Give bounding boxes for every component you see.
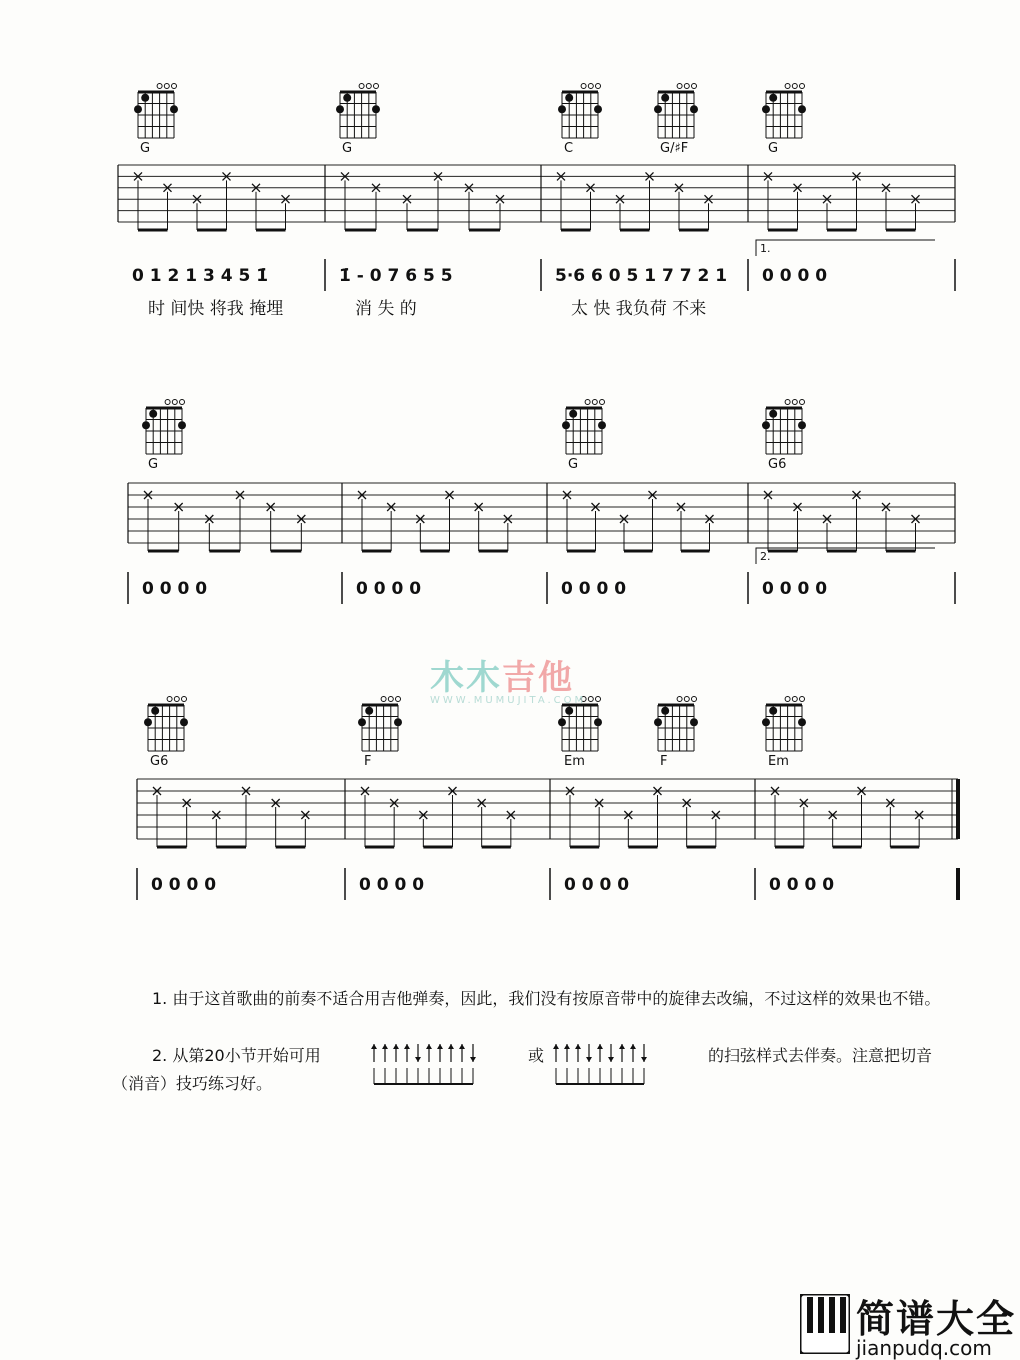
chord-diagram: [654, 84, 698, 157]
logo-url: jianpudq.com: [856, 1336, 992, 1360]
finger-dot: [142, 421, 150, 429]
jianpu-measure: 1̇ - 0 7 6 5 5: [339, 266, 453, 286]
open-string-marker: [677, 697, 682, 702]
finger-dot: [144, 718, 152, 726]
chord-name: G: [768, 141, 779, 156]
chord-diagram: [336, 84, 380, 157]
finger-dot: [690, 718, 698, 726]
finger-dot: [769, 410, 777, 418]
chord-name: G: [342, 141, 353, 156]
note-2-tail-text: 的扫弦样式去伴奏。注意把切音（消音）技巧练习好。: [112, 1046, 933, 1093]
open-string-marker: [581, 84, 586, 89]
jianpu-measure: 0 0 0 0: [561, 579, 627, 599]
open-string-marker: [165, 400, 170, 405]
open-string-marker: [792, 400, 797, 405]
finger-dot: [594, 718, 602, 726]
open-string-marker: [381, 697, 386, 702]
finger-dot: [594, 105, 602, 113]
finger-dot: [170, 105, 178, 113]
finger-dot: [134, 105, 142, 113]
chord-diagram: [762, 697, 806, 770]
finger-dot: [394, 718, 402, 726]
open-string-marker: [182, 697, 187, 702]
open-string-marker: [167, 697, 172, 702]
open-string-marker: [596, 84, 601, 89]
finger-dot: [365, 707, 373, 715]
note-2-or-text: 或: [528, 1046, 545, 1065]
jianpu-measure: 0 0 0 0: [564, 875, 630, 895]
chord-diagram: [762, 400, 806, 473]
open-string-marker: [684, 84, 689, 89]
chord-diagram: [562, 400, 606, 473]
finger-dot: [178, 421, 186, 429]
open-string-marker: [174, 697, 179, 702]
open-string-marker: [366, 84, 371, 89]
finger-dot: [336, 105, 344, 113]
finger-dot: [661, 707, 669, 715]
open-string-marker: [588, 697, 593, 702]
finger-dot: [343, 94, 351, 102]
chord-name: Em: [768, 754, 789, 769]
open-string-marker: [692, 84, 697, 89]
volta-label: 2.: [760, 550, 771, 563]
chord-diagram: [358, 697, 402, 770]
open-string-marker: [374, 84, 379, 89]
finger-dot: [654, 718, 662, 726]
open-string-marker: [396, 697, 401, 702]
open-string-marker: [600, 400, 605, 405]
lyric-measure: 时 间快 将我 掩埋: [148, 299, 284, 319]
open-string-marker: [692, 697, 697, 702]
open-string-marker: [800, 400, 805, 405]
chord-diagram: [144, 697, 188, 770]
finger-dot: [565, 94, 573, 102]
jianpu-measure: 0 0 0 0: [762, 579, 828, 599]
watermark-url: WWW.MUMUJITA.COM: [430, 695, 587, 706]
note-1-text: 1. 由于这首歌曲的前奏不适合用吉他弹奏，因此，我们没有按原音带中的旋律去改编，不过这样的效果也不错。: [152, 989, 941, 1008]
finger-dot: [149, 410, 157, 418]
note-1: [112, 985, 952, 1013]
chord-name: G/♯F: [660, 141, 689, 156]
finger-dot: [798, 718, 806, 726]
note-2-lead: 2. 从第20小节开始可用: [152, 1046, 321, 1065]
chord-name: G: [148, 457, 159, 472]
open-string-marker: [792, 697, 797, 702]
finger-dot: [762, 718, 770, 726]
open-string-marker: [172, 400, 177, 405]
chord-diagram: [654, 697, 698, 770]
open-string-marker: [596, 697, 601, 702]
logo-title: 简谱大全: [856, 1297, 1017, 1341]
jianpu-measure: 0 0 0 0: [142, 579, 208, 599]
jianpu-measure: 0 0 0 0: [151, 875, 217, 895]
open-string-marker: [592, 400, 597, 405]
finger-dot: [565, 707, 573, 715]
open-string-marker: [684, 697, 689, 702]
finger-dot: [372, 105, 380, 113]
note-2-tail: [112, 1042, 957, 1098]
finger-dot: [769, 707, 777, 715]
chord-name: F: [364, 754, 372, 769]
chord-name: G: [140, 141, 151, 156]
jianpu-measure: 0 0 0 0: [769, 875, 835, 895]
piano-icon: [800, 1294, 850, 1354]
finger-dot: [569, 410, 577, 418]
score-system: [137, 779, 958, 900]
open-string-marker: [792, 84, 797, 89]
open-string-marker: [785, 697, 790, 702]
finger-dot: [798, 421, 806, 429]
finger-dot: [562, 421, 570, 429]
finger-dot: [180, 718, 188, 726]
chord-diagram: [142, 400, 186, 473]
jianpu-measure: 0 0 0 0: [762, 266, 828, 286]
watermark-title-b: 吉他: [502, 658, 574, 698]
chord-name: F: [660, 754, 668, 769]
finger-dot: [661, 94, 669, 102]
finger-dot: [358, 718, 366, 726]
lyric-measure: 太 快 我负荷 不来: [571, 299, 707, 319]
finger-dot: [141, 94, 149, 102]
chord-name: G: [568, 457, 579, 472]
finger-dot: [151, 707, 159, 715]
finger-dot: [654, 105, 662, 113]
volta-bracket: [756, 240, 935, 256]
jianpu-measure: 0 0 0 0: [356, 579, 422, 599]
open-string-marker: [800, 84, 805, 89]
open-string-marker: [180, 400, 185, 405]
chord-diagram: [558, 84, 602, 157]
open-string-marker: [388, 697, 393, 702]
finger-dot: [558, 718, 566, 726]
finger-dot: [769, 94, 777, 102]
open-string-marker: [588, 84, 593, 89]
open-string-marker: [172, 84, 177, 89]
chord-diagram: [558, 697, 602, 770]
finger-dot: [558, 105, 566, 113]
volta-label: 1.: [760, 242, 771, 255]
jianpu-measure: 0 0 0 0: [359, 875, 425, 895]
watermark: [430, 650, 586, 706]
watermark-title-a: 木木: [430, 658, 502, 698]
finger-dot: [798, 105, 806, 113]
finger-dot: [762, 105, 770, 113]
open-string-marker: [785, 400, 790, 405]
score-system: [118, 165, 955, 319]
open-string-marker: [359, 84, 364, 89]
open-string-marker: [585, 400, 590, 405]
open-string-marker: [164, 84, 169, 89]
finger-dot: [598, 421, 606, 429]
open-string-marker: [677, 84, 682, 89]
score-system: [128, 483, 955, 604]
chord-name: G6: [768, 457, 787, 472]
open-string-marker: [800, 697, 805, 702]
chord-name: Em: [564, 754, 585, 769]
open-string-marker: [785, 84, 790, 89]
lyric-measure: 消 失 的: [355, 299, 417, 319]
jianpu-measure: 0 1 2 1 3 4 5 1̇: [132, 266, 269, 286]
chord-diagram: [762, 84, 806, 157]
finger-dot: [762, 421, 770, 429]
chord-name: G6: [150, 754, 169, 769]
finger-dot: [690, 105, 698, 113]
open-string-marker: [157, 84, 162, 89]
chord-diagram: [134, 84, 178, 157]
jianpu-measure: 5·6 6 0 5 1 7 7 2 1: [555, 266, 728, 286]
chord-name: C: [564, 141, 574, 156]
